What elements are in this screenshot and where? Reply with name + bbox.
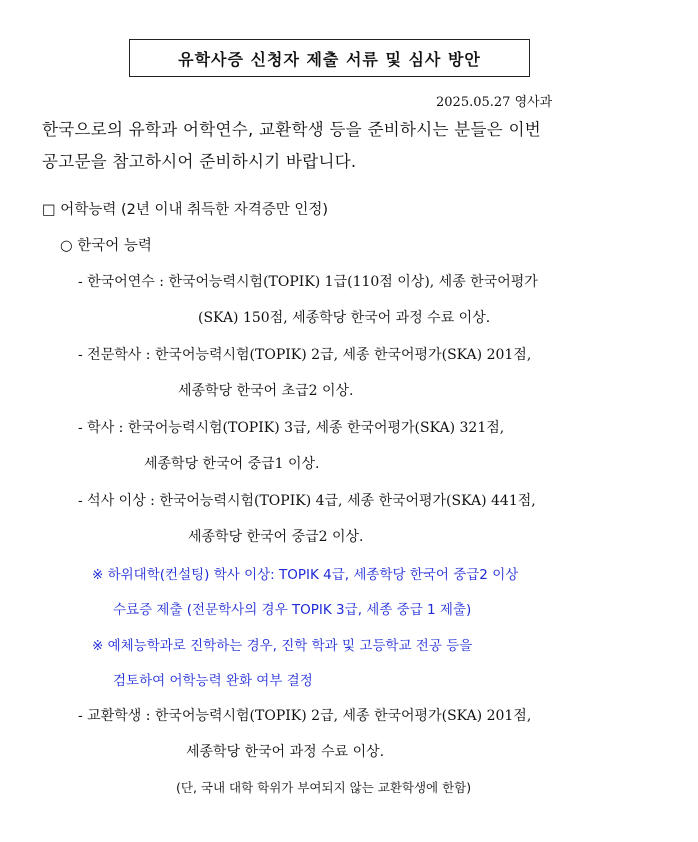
note-line: 수료증 제출 (전문학사의 경우 TOPIK 3급, 세종 중급 1 제출): [113, 602, 472, 618]
list-item-continuation: 세종학당 한국어 중급2 이상.: [188, 529, 364, 545]
section-heading: □ 어학능력 (2년 이내 취득한 자격증만 인정): [42, 202, 329, 218]
list-item-continuation: 세종학당 한국어 중급1 이상.: [144, 456, 320, 472]
list-item-continuation: (SKA) 150점, 세종학당 한국어 과정 수료 이상.: [198, 310, 491, 326]
intro-line-2: 공고문을 참고하시어 준비하시기 바랍니다.: [42, 152, 357, 171]
footnote: (단, 국내 대학 학위가 부여되지 않는 교환학생에 한함): [176, 780, 472, 795]
page-title: [129, 39, 530, 77]
list-item: - 석사 이상 : 한국어능력시험(TOPIK) 4급, 세종 한국어평가(SKA) 441점,: [78, 493, 536, 509]
date-department: 2025.05.27 영사과: [436, 95, 553, 110]
list-item-continuation: 세종학당 한국어 초급2 이상.: [178, 383, 354, 399]
list-item: - 전문학사 : 한국어능력시험(TOPIK) 2급, 세종 한국어평가(SKA) 201점,: [78, 347, 532, 363]
list-item: - 학사 : 한국어능력시험(TOPIK) 3급, 세종 한국어평가(SKA) 321점,: [78, 420, 505, 436]
note-line: 검토하여 어학능력 완화 여부 결정: [113, 673, 313, 689]
note-line: ※ 예체능학과로 진학하는 경우, 진학 학과 및 고등학교 전공 등을: [92, 638, 473, 654]
sub-heading: ○ 한국어 능력: [60, 238, 152, 254]
list-item: - 한국어연수 : 한국어능력시험(TOPIK) 1급(110점 이상), 세종 한국어평가: [78, 274, 538, 290]
list-item: - 교환학생 : 한국어능력시험(TOPIK) 2급, 세종 한국어평가(SKA) 201점,: [78, 708, 532, 724]
intro-line-1: 한국으로의 유학과 어학연수, 교환학생 등을 준비하시는 분들은 이번: [42, 120, 542, 139]
page-title-text: 유학사증 신청자 제출 서류 및 심사 방안: [178, 49, 481, 69]
list-item-continuation: 세종학당 한국어 과정 수료 이상.: [186, 744, 385, 760]
note-line: ※ 하위대학(컨설팅) 학사 이상: TOPIK 4급, 세종학당 한국어 중급2 이상: [92, 567, 519, 583]
